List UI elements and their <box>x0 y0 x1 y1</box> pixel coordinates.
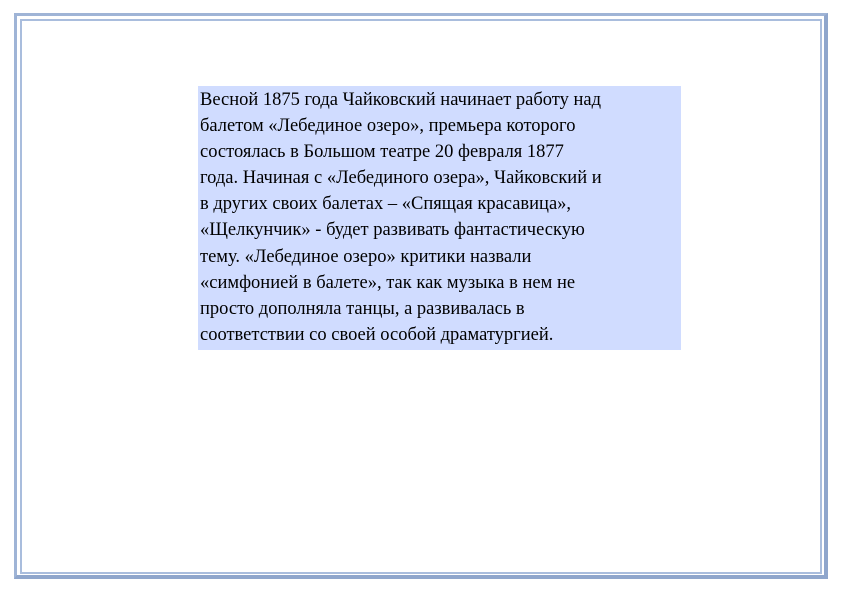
text-line: просто дополняла танцы, а развивалась в <box>200 298 525 319</box>
text-line: «симфонией в балете», так как музыка в нем не <box>200 272 576 293</box>
text-line: тему. «Лебединое озеро» критики назвали <box>200 246 532 267</box>
text-line: года. Начиная с «Лебединого озера», Чайковский и <box>200 168 602 189</box>
text-line: балетом «Лебединое озеро», премьера которого <box>200 116 576 137</box>
text-line: «Щелкунчик» - будет развивать фантастическую <box>200 220 585 241</box>
text-line: в других своих балетах – «Спящая красавица», <box>200 194 572 215</box>
text-line: Весной 1875 года Чайковский начинает работу над <box>200 90 602 110</box>
text-box[interactable] <box>198 86 681 350</box>
text-line: соответствии со своей особой драматургией. <box>200 324 554 345</box>
text-line: состоялась в Большом театре 20 февраля 1877 <box>200 142 564 163</box>
